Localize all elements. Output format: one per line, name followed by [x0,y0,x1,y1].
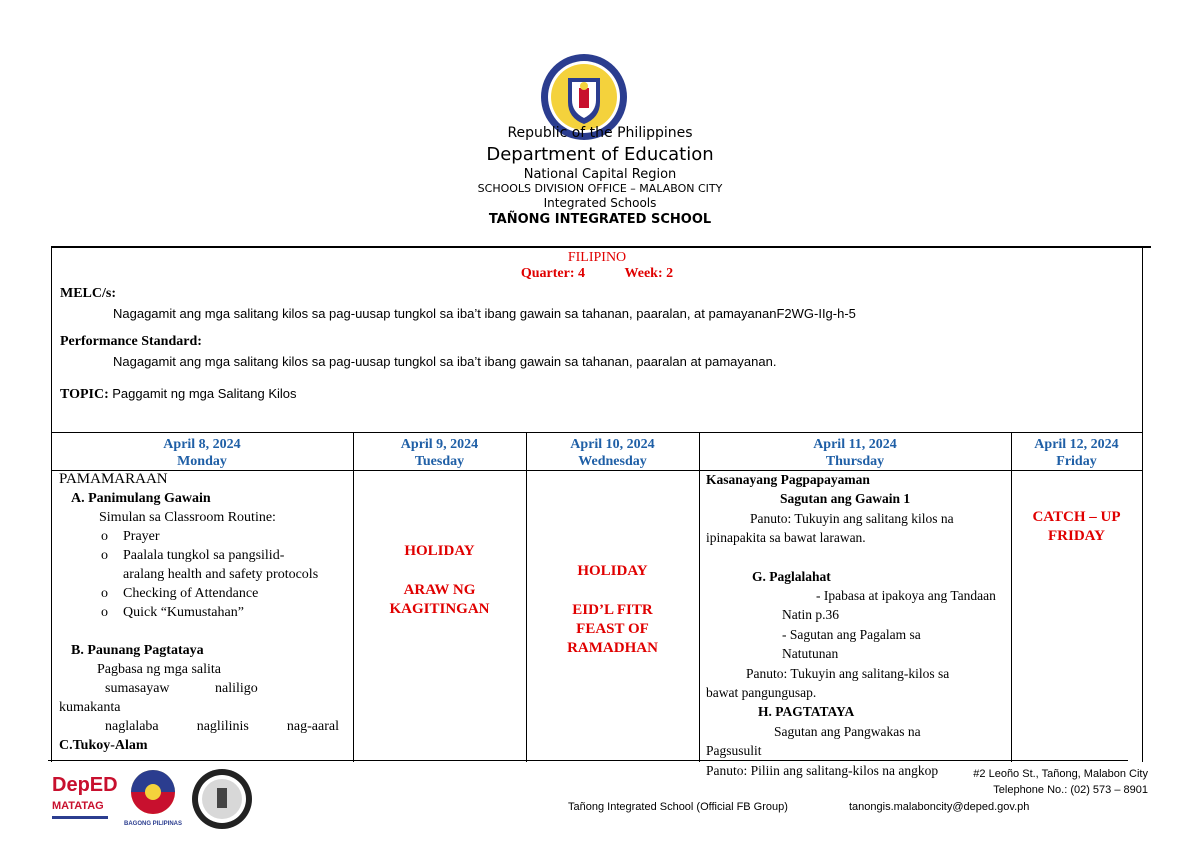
email-link[interactable]: tanongis.malaboncity@deped.gov.ph [849,801,1030,813]
topic-label: TOPIC: [60,387,109,402]
performance-text: Nagagamit ang mga salitang kilos sa pag-uusap tungkol sa iba’t ibang gawain sa tahanan, paaralan at pamayanan. [113,354,777,369]
tuesday-cell [353,542,526,619]
col-line [1011,432,1012,762]
matatag-wordmark: MATATAG [52,800,104,812]
division-text: SCHOOLS DIVISION OFFICE – MALABON CITY [477,182,723,195]
catchup-text: FRIDAY [1048,528,1105,544]
section-b-title: B. Paunang Pagtataya [71,643,204,658]
panuto-text: bawat pangungusap. [706,685,817,701]
bagong-pilipinas-logo [124,768,182,832]
footer-phone: Telephone No.: (02) 573 – 8901 [993,784,1148,796]
day-name: Friday [1056,454,1097,469]
h-item: Pagsusulit [706,743,762,759]
topic-text: Paggamit ng mga Salitang Kilos [112,386,297,401]
day-header-tuesday [353,436,526,470]
day-date: April 11, 2024 [813,437,897,452]
word-row: sumasayaw naliligo [105,681,258,696]
department-text: Department of Education [486,144,714,165]
panuto-text: ipinapakita sa bawat larawan. [706,530,866,546]
g-item: Natutunan [782,646,839,662]
top-border [51,246,1151,248]
region-text: National Capital Region [523,167,677,182]
day-name: Thursday [825,454,885,469]
deped-wordmark: DepED [52,774,118,796]
g-item: Natin p.36 [782,607,839,623]
bullet-item: o Quick “Kumustahan” [101,605,244,620]
holiday-name: ARAW NG [403,582,476,598]
republic-text: Republic of the Philippines [507,125,693,141]
col-line [1142,432,1143,762]
bullet-item: o Checking of Attendance [101,586,259,601]
section-g-title: G. Paglalahat [752,568,831,584]
word-row: kumakanta [59,700,121,715]
g-item: - Sagutan ang Pagalam sa [782,626,921,642]
holiday-name: FEAST OF [576,621,649,637]
day-name: Tuesday [414,454,465,469]
holiday-label: HOLIDAY [577,563,648,579]
bullet-continuation: aralang health and safety protocols [123,567,319,582]
footer-line [48,760,1128,761]
wednesday-cell [526,562,699,658]
week-text: Week: 2 [624,266,674,281]
section-a-title: A. Panimulang Gawain [71,491,211,506]
g-item: - Ipabasa at ipakoya ang Tandaan [816,588,996,604]
col-line [51,432,52,762]
holiday-label: HOLIDAY [404,543,475,559]
monday-heading: PAMAMARAAN [59,471,168,487]
day-name: Monday [177,454,227,469]
school-name: TAÑONG INTEGRATED SCHOOL [488,212,712,227]
school-seal-logo [191,768,253,830]
bullet-item: o Prayer [101,529,160,544]
bullet-item: o Paalala tungkol sa pangsilid- [101,548,285,563]
col-line [699,432,700,762]
day-date: April 9, 2024 [400,437,479,452]
day-date: April 10, 2024 [570,437,655,452]
day-name: Wednesday [578,454,647,469]
footer-email[interactable] [849,801,1029,813]
day-date: April 8, 2024 [163,437,241,452]
quarter-text: Quarter: 4 [520,266,586,281]
h-item: Sagutan ang Pangwakas na [774,723,921,739]
panuto-text: Panuto: Piliin ang salitang-kilos na angkop [706,762,939,778]
day-header-wednesday [526,436,699,470]
bagong-pilipinas-icon [128,768,178,816]
day-header-thursday [699,436,1011,470]
gawain-title: Sagutan ang Gawain 1 [780,491,911,507]
table-top-line [51,432,1143,433]
section-c-title: C.Tukoy-Alam [59,738,148,753]
melc-label: MELC/s: [60,286,116,301]
friday-cell [1011,508,1142,546]
catchup-text: CATCH – UP [1032,509,1121,525]
panuto-text: Panuto: Tukuyin ang salitang kilos na [750,510,954,526]
panuto-text: Panuto: Tukuyin ang salitang-kilos sa [746,665,950,681]
word-row: naglalaba naglilinis nag-aaral [105,719,339,734]
thursday-cell [706,470,1008,778]
holiday-name: EID’L FITR [572,602,653,618]
day-header-monday [51,436,353,470]
holiday-name: KAGITINGAN [389,601,490,617]
monday-cell [59,470,349,755]
day-header-friday [1011,436,1142,470]
fb-group-link[interactable]: Tañong Integrated School (Official FB Group) [568,801,788,813]
section-a-intro: Simulan sa Classroom Routine: [99,510,276,525]
day-date: April 12, 2024 [1034,437,1119,452]
quarter-week [52,266,1142,282]
section-b-intro: Pagbasa ng mga salita [97,662,222,677]
section-h-title: H. PAGTATAYA [758,704,855,720]
footer-address: #2 Leoño St., Tañong, Malabon City [973,768,1148,780]
subject-title: FILIPINO [567,250,627,265]
performance-label: Performance Standard: [60,334,202,349]
melc-text: Nagagamit ang mga salitang kilos sa pag-uusap tungkol sa iba’t ibang gawain sa tahanan, paaralan, at pamayananF2WG-IIg-h-5 [113,306,856,321]
thursday-heading: Kasanayang Pagpapayaman [706,472,870,487]
bagong-text: BAGONG PILIPINAS [124,821,183,827]
footer-fb-group[interactable] [568,801,788,813]
deped-matatag-logo [52,774,118,828]
holiday-name: RAMADHAN [567,640,658,656]
integrated-text: Integrated Schools [543,196,657,210]
topic-row [60,386,297,403]
